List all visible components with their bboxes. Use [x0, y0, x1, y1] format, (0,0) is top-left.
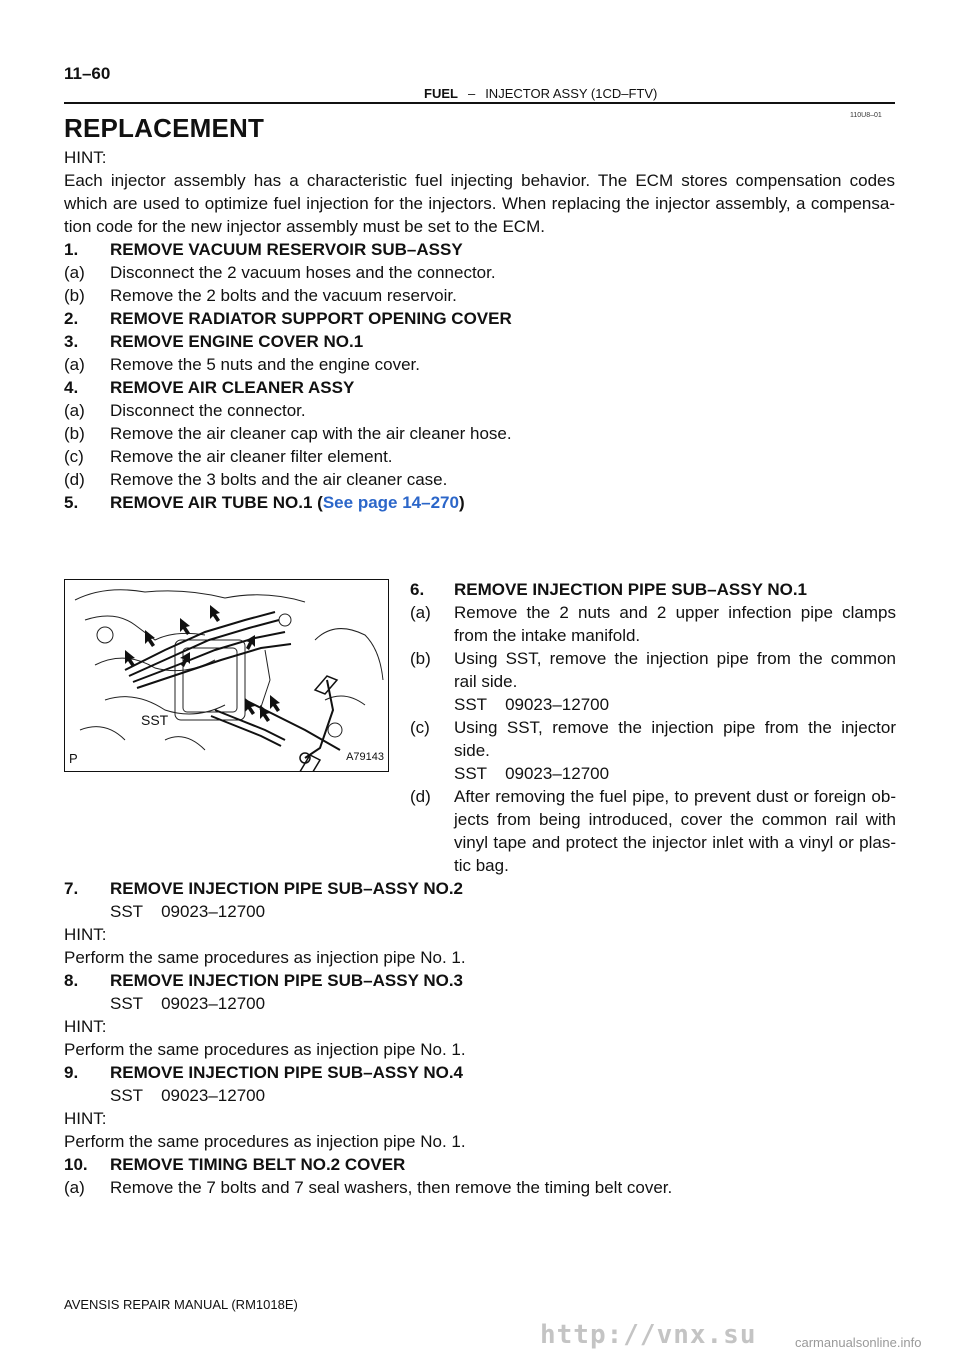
- step-heading: 7. REMOVE INJECTION PIPE SUB–ASSY NO.2: [64, 879, 463, 898]
- hint-text: Perform the same procedures as injection pipe No. 1.: [64, 1132, 466, 1151]
- step-heading: 10. REMOVE TIMING BELT NO.2 COVER: [64, 1155, 406, 1174]
- substep: (c) Using SST, remove the injection pipe from the injector: [410, 718, 896, 737]
- header-rule: [64, 102, 895, 104]
- document-code: 110U8–01: [850, 112, 882, 119]
- substep: (a) Remove the 2 nuts and 2 upper infection pipe clamps: [410, 603, 896, 622]
- hint-label: HINT:: [64, 148, 107, 167]
- hint-label: HINT:: [64, 925, 107, 944]
- step-heading: 6. REMOVE INJECTION PIPE SUB–ASSY NO.1: [410, 580, 807, 599]
- substep: (b) Remove the air cleaner cap with the air cleaner hose.: [64, 424, 512, 443]
- substep-cont: vinyl tape and protect the injector inlet with a vinyl or plas-: [454, 833, 896, 852]
- substep: (a) Remove the 7 bolts and 7 seal washers, then remove the timing belt cover.: [64, 1178, 673, 1197]
- step-heading: 4. REMOVE AIR CLEANER ASSY: [64, 378, 355, 397]
- hint-text: Perform the same procedures as injection pipe No. 1.: [64, 948, 466, 967]
- hint-line: which are used to optimize fuel injection for the injectors. When replacing the injector assembly, a compensa-: [64, 194, 895, 213]
- step-heading: 8. REMOVE INJECTION PIPE SUB–ASSY NO.3: [64, 971, 463, 990]
- hint-line: tion code for the new injector assembly must be set to the ECM.: [64, 217, 545, 236]
- hint-label: HINT:: [64, 1109, 107, 1128]
- substep-cont: rail side.: [454, 672, 518, 691]
- footer-link[interactable]: http://vnx.su: [540, 1320, 757, 1350]
- engine-illustration: [64, 579, 389, 772]
- figure-corner-mark: P: [69, 751, 78, 766]
- subsection-name: INJECTOR ASSY (1CD–FTV): [485, 86, 658, 101]
- hint-label: HINT:: [64, 1017, 107, 1036]
- sst-callout: SST: [141, 712, 169, 728]
- substep-cont: jects from being introduced, cover the common rail with: [454, 810, 896, 829]
- see-page-link[interactable]: See page 14–270: [322, 493, 459, 512]
- substep: (b) Remove the 2 bolts and the vacuum reservoir.: [64, 286, 457, 305]
- sst-line: SST 09023–12700: [110, 902, 266, 921]
- figure-code: A79143: [346, 751, 384, 763]
- sst-line: SST 09023–12700: [110, 994, 266, 1013]
- substep: (c) Remove the air cleaner filter element.: [64, 447, 393, 466]
- hint-line: Each injector assembly has a characteristic fuel injecting behavior. The ECM stores compensation codes: [64, 171, 895, 190]
- watermark: carmanualsonline.info: [795, 1335, 922, 1350]
- page-number: 11–60: [64, 64, 111, 83]
- substep: (a) Disconnect the 2 vacuum hoses and the connector.: [64, 263, 496, 282]
- section-name: FUEL: [424, 86, 458, 101]
- sst-line: SST 09023–12700: [454, 695, 610, 714]
- substep: (b) Using SST, remove the injection pipe from the common: [410, 649, 896, 668]
- manual-footer: AVENSIS REPAIR MANUAL (RM1018E): [64, 1297, 298, 1312]
- step-heading: 2. REMOVE RADIATOR SUPPORT OPENING COVER: [64, 309, 512, 328]
- hint-text: Perform the same procedures as injection pipe No. 1.: [64, 1040, 466, 1059]
- substep-cont: from the intake manifold.: [454, 626, 641, 645]
- step-heading: 5. REMOVE AIR TUBE NO.1 (See page 14–270): [64, 493, 465, 512]
- substep: (d) After removing the fuel pipe, to prevent dust or foreign ob-: [410, 787, 896, 806]
- sst-line: SST 09023–12700: [110, 1086, 266, 1105]
- section-separator: –: [467, 86, 476, 101]
- injection-pipe-drawing: [65, 580, 389, 772]
- section-title: [424, 86, 657, 101]
- sst-line: SST 09023–12700: [454, 764, 610, 783]
- substep-cont: side.: [454, 741, 490, 760]
- page-title: REPLACEMENT: [64, 113, 265, 143]
- substep: (a) Remove the 5 nuts and the engine cover.: [64, 355, 420, 374]
- step-heading: 1. REMOVE VACUUM RESERVOIR SUB–ASSY: [64, 240, 463, 259]
- substep-cont: tic bag.: [454, 856, 509, 875]
- step-heading: 9. REMOVE INJECTION PIPE SUB–ASSY NO.4: [64, 1063, 463, 1082]
- step-heading: 3. REMOVE ENGINE COVER NO.1: [64, 332, 364, 351]
- substep: (d) Remove the 3 bolts and the air cleaner case.: [64, 470, 448, 489]
- substep: (a) Disconnect the connector.: [64, 401, 306, 420]
